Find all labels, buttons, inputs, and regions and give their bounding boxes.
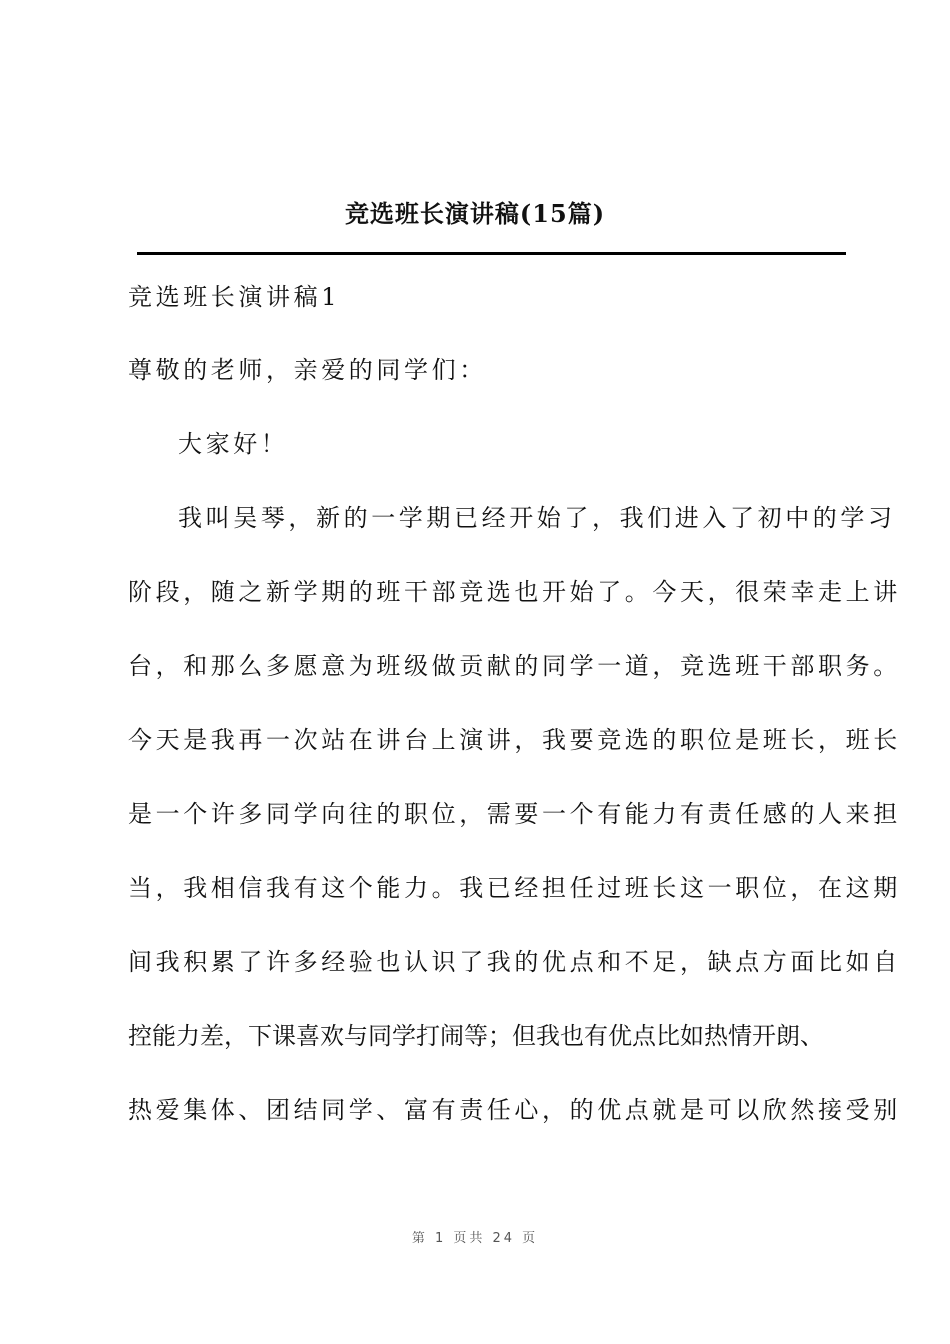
body-line: 当，我相信我有这个能力。我已经担任过班长这一职位，在这期 <box>128 874 901 902</box>
body-line: 控能力差，下课喜欢与同学打闹等；但我也有优点比如热情开朗、 <box>128 1022 824 1050</box>
salutation: 尊敬的老师，亲爱的同学们： <box>128 356 487 384</box>
body-line: 间我积累了许多经验也认识了我的优点和不足，缺点方面比如自 <box>128 948 901 976</box>
title-divider <box>137 252 846 255</box>
body-line: 是一个许多同学向往的职位，需要一个有能力有责任感的人来担 <box>128 800 901 828</box>
body-line: 今天是我再一次站在讲台上演讲，我要竞选的职位是班长，班长 <box>128 726 901 754</box>
greeting: 大家好！ <box>178 430 289 458</box>
page-number-footer: 第 1 页共 24 页 <box>411 1231 539 1246</box>
document-title: 竞选班长演讲稿(15篇) <box>344 199 606 228</box>
body-line: 阶段，随之新学期的班干部竞选也开始了。今天，很荣幸走上讲 <box>128 578 901 606</box>
body-line: 我叫吴琴，新的一学期已经开始了，我们进入了初中的学习 <box>178 504 896 532</box>
body-line: 热爱集体、团结同学、富有责任心，的优点就是可以欣然接受别 <box>128 1096 901 1124</box>
section-heading: 竞选班长演讲稿1 <box>128 283 341 311</box>
body-line: 台，和那么多愿意为班级做贡献的同学一道，竞选班干部职务。 <box>128 652 901 680</box>
